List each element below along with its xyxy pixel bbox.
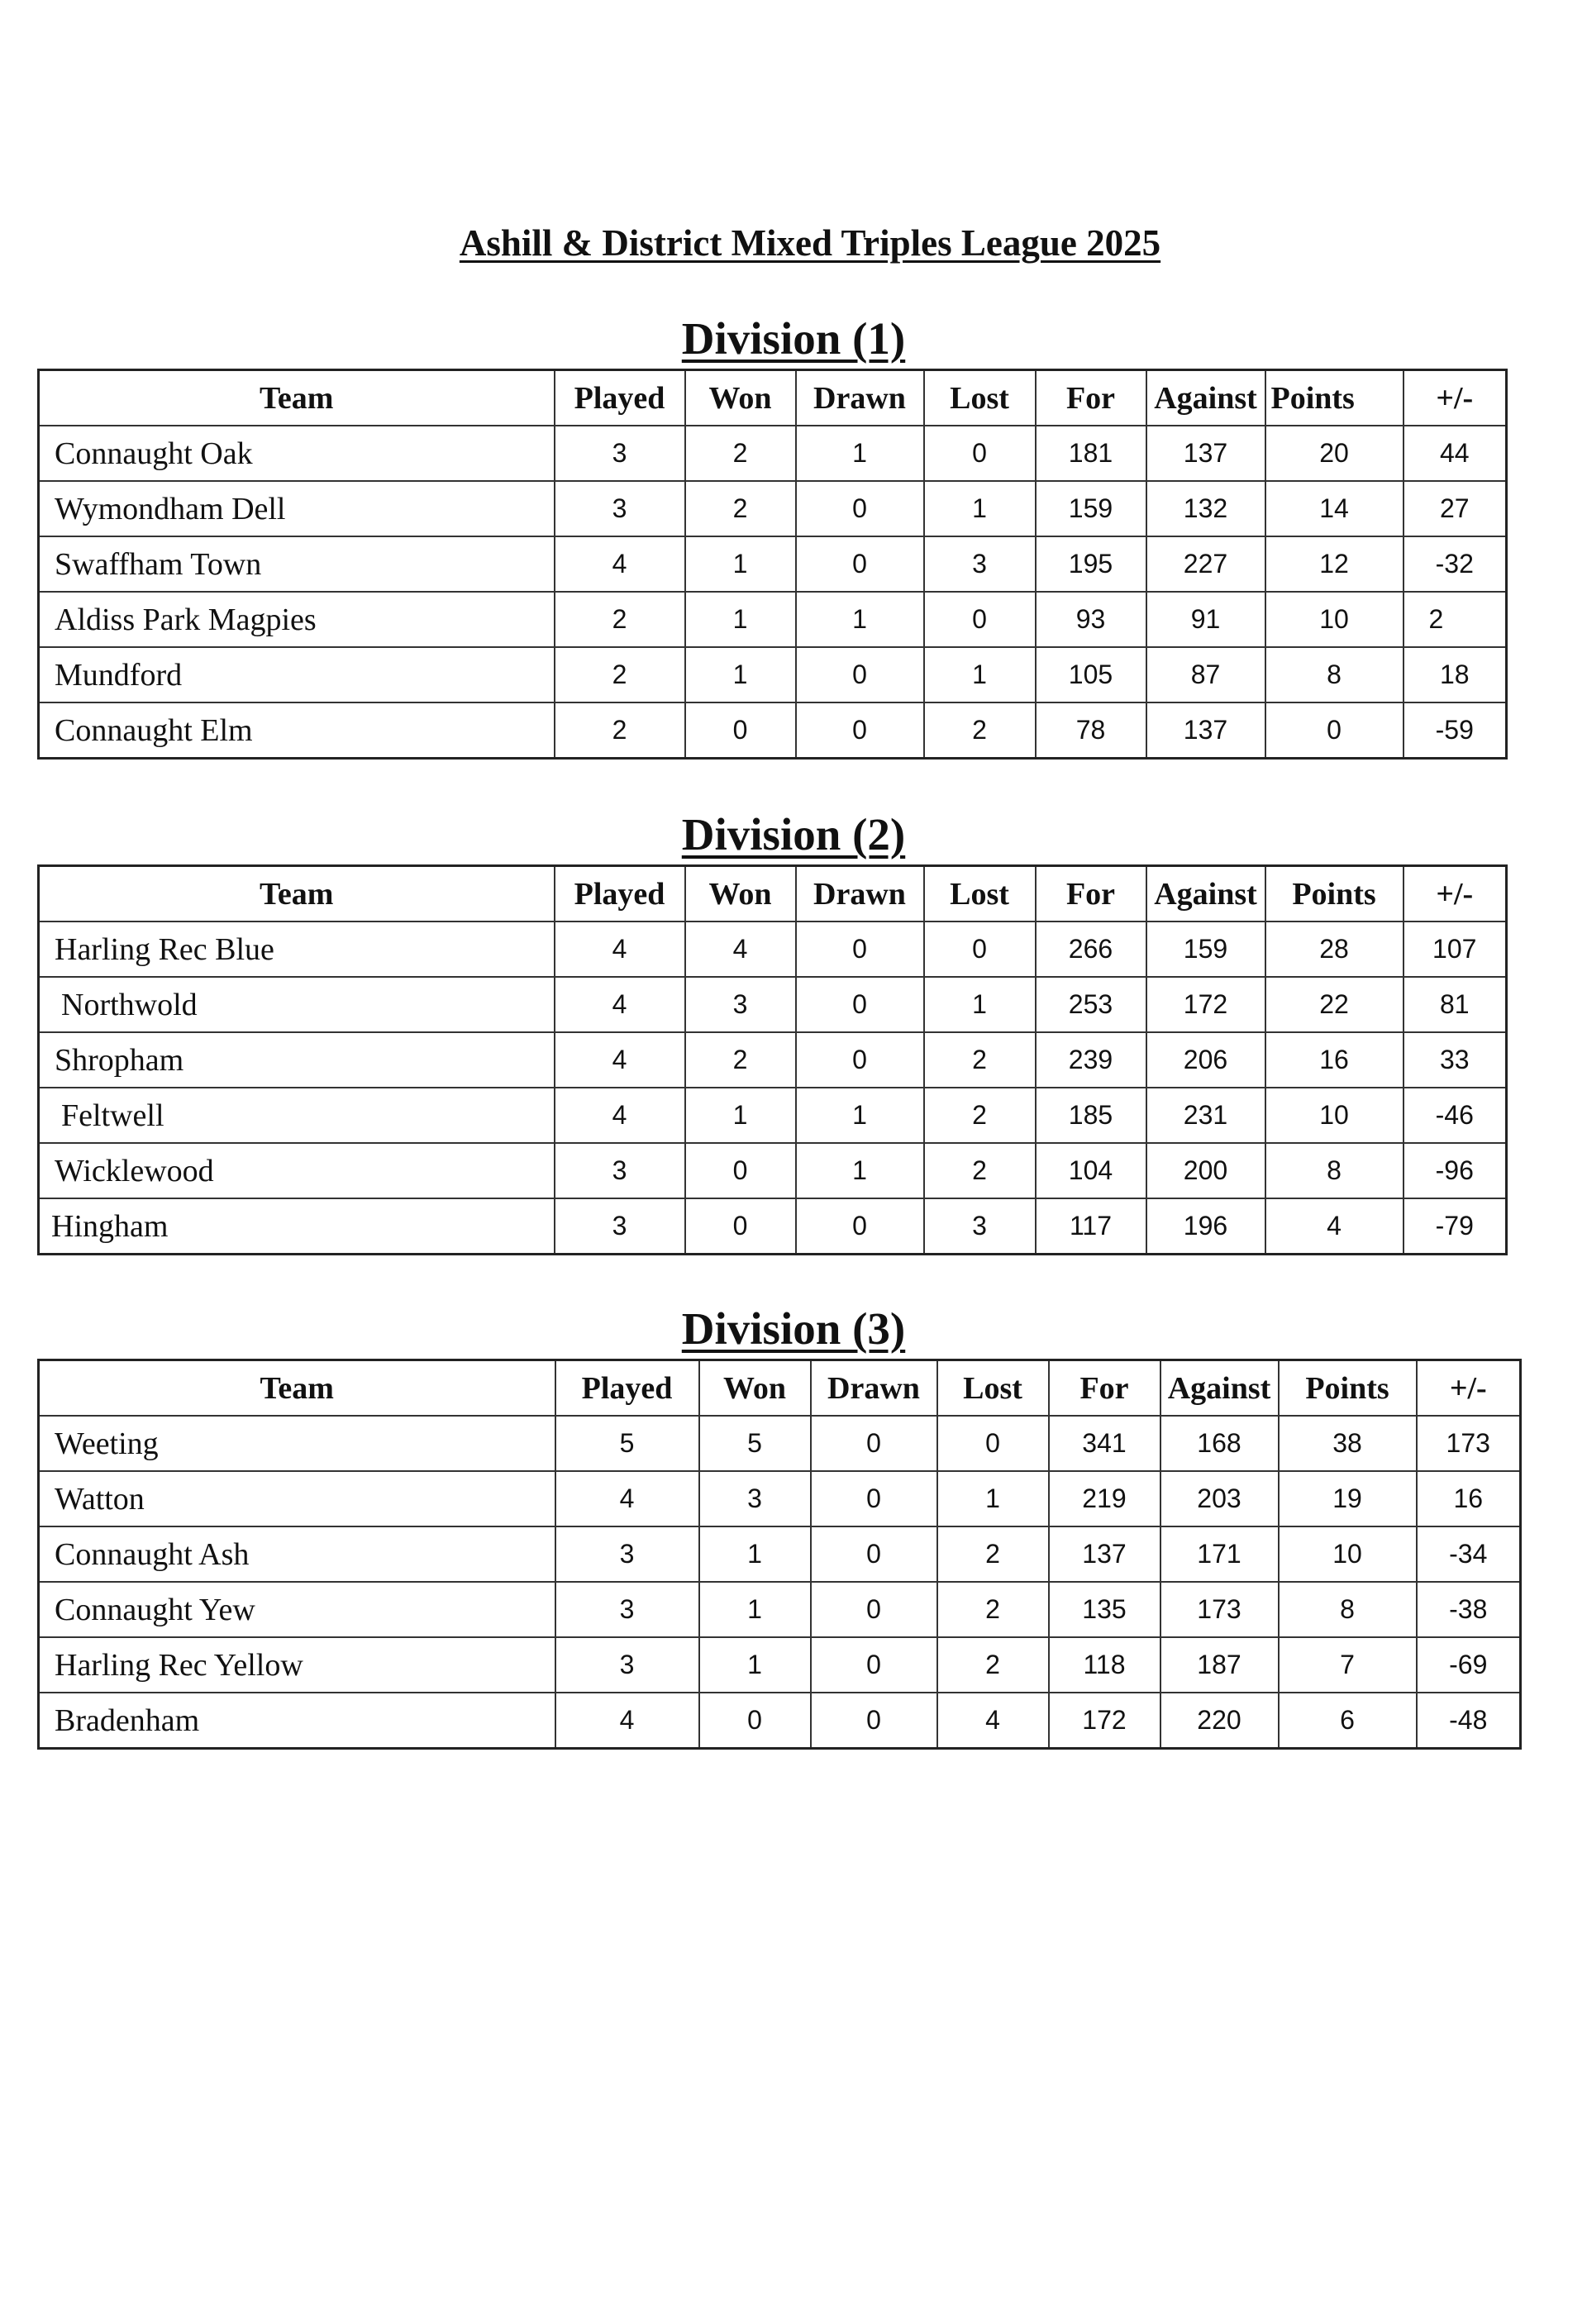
standings-table bbox=[37, 1359, 1522, 1750]
team-name: Weeting bbox=[39, 1416, 555, 1471]
against-cell: 87 bbox=[1146, 647, 1265, 702]
played-cell: 3 bbox=[555, 1198, 685, 1255]
won-cell: 0 bbox=[699, 1693, 811, 1749]
against-cell: 168 bbox=[1160, 1416, 1279, 1471]
table-row bbox=[39, 1582, 1521, 1637]
header-for: For bbox=[1049, 1360, 1160, 1417]
lost-cell: 0 bbox=[924, 426, 1036, 481]
diff-cell: -69 bbox=[1417, 1637, 1521, 1693]
won-cell: 1 bbox=[685, 647, 796, 702]
division-title: Division (1) bbox=[681, 313, 906, 364]
header-lost: Lost bbox=[937, 1360, 1049, 1417]
table-row bbox=[39, 1637, 1521, 1693]
drawn-cell: 0 bbox=[811, 1582, 937, 1637]
points-cell: 7 bbox=[1279, 1637, 1417, 1693]
table-row bbox=[39, 1198, 1507, 1255]
won-cell: 0 bbox=[685, 702, 796, 759]
played-cell: 3 bbox=[555, 1143, 685, 1198]
team-name: Wicklewood bbox=[39, 1143, 555, 1198]
drawn-cell: 1 bbox=[796, 592, 924, 647]
played-cell: 4 bbox=[555, 1471, 699, 1526]
played-cell: 2 bbox=[555, 702, 685, 759]
team-name: Aldiss Park Magpies bbox=[39, 592, 555, 647]
for-cell: 137 bbox=[1049, 1526, 1160, 1582]
standings-table bbox=[37, 369, 1508, 760]
drawn-cell: 0 bbox=[811, 1471, 937, 1526]
against-cell: 171 bbox=[1160, 1526, 1279, 1582]
for-cell: 219 bbox=[1049, 1471, 1160, 1526]
header-diff: +/- bbox=[1417, 1360, 1521, 1417]
against-cell: 172 bbox=[1146, 977, 1265, 1032]
drawn-cell: 0 bbox=[811, 1526, 937, 1582]
header-points: Points bbox=[1265, 370, 1404, 426]
for-cell: 185 bbox=[1036, 1088, 1146, 1143]
diff-cell: -59 bbox=[1404, 702, 1507, 759]
diff-cell: 16 bbox=[1417, 1471, 1521, 1526]
drawn-cell: 0 bbox=[796, 1198, 924, 1255]
header-for: For bbox=[1036, 370, 1146, 426]
won-cell: 3 bbox=[699, 1471, 811, 1526]
team-name: Wymondham Dell bbox=[39, 481, 555, 536]
team-name: Shropham bbox=[39, 1032, 555, 1088]
played-cell: 4 bbox=[555, 536, 685, 592]
points-cell: 16 bbox=[1265, 1032, 1404, 1088]
points-cell: 14 bbox=[1265, 481, 1404, 536]
drawn-cell: 0 bbox=[811, 1637, 937, 1693]
table-row bbox=[39, 592, 1507, 647]
won-cell: 1 bbox=[685, 592, 796, 647]
table-row bbox=[39, 922, 1507, 977]
header-played: Played bbox=[555, 1360, 699, 1417]
for-cell: 105 bbox=[1036, 647, 1146, 702]
played-cell: 4 bbox=[555, 922, 685, 977]
played-cell: 3 bbox=[555, 1526, 699, 1582]
header-diff: +/- bbox=[1404, 370, 1507, 426]
division-title: Division (3) bbox=[681, 1303, 906, 1354]
header-drawn: Drawn bbox=[796, 370, 924, 426]
drawn-cell: 0 bbox=[811, 1693, 937, 1749]
header-row bbox=[39, 866, 1507, 922]
won-cell: 1 bbox=[699, 1526, 811, 1582]
lost-cell: 0 bbox=[937, 1416, 1049, 1471]
for-cell: 239 bbox=[1036, 1032, 1146, 1088]
header-row bbox=[39, 1360, 1521, 1417]
header-against: Against bbox=[1146, 370, 1265, 426]
won-cell: 2 bbox=[685, 481, 796, 536]
header-team: Team bbox=[39, 1360, 555, 1417]
header-diff: +/- bbox=[1404, 866, 1507, 922]
played-cell: 3 bbox=[555, 426, 685, 481]
team-name: Swaffham Town bbox=[39, 536, 555, 592]
points-cell: 0 bbox=[1265, 702, 1404, 759]
team-name: Harling Rec Yellow bbox=[39, 1637, 555, 1693]
diff-cell: 107 bbox=[1404, 922, 1507, 977]
header-against: Against bbox=[1160, 1360, 1279, 1417]
won-cell: 5 bbox=[699, 1416, 811, 1471]
played-cell: 2 bbox=[555, 592, 685, 647]
against-cell: 137 bbox=[1146, 426, 1265, 481]
against-cell: 173 bbox=[1160, 1582, 1279, 1637]
team-name: Watton bbox=[39, 1471, 555, 1526]
for-cell: 172 bbox=[1049, 1693, 1160, 1749]
won-cell: 2 bbox=[685, 426, 796, 481]
diff-cell: 2 bbox=[1404, 592, 1507, 647]
header-drawn: Drawn bbox=[811, 1360, 937, 1417]
diff-cell: -34 bbox=[1417, 1526, 1521, 1582]
against-cell: 196 bbox=[1146, 1198, 1265, 1255]
against-cell: 206 bbox=[1146, 1032, 1265, 1088]
team-name: Bradenham bbox=[39, 1693, 555, 1749]
header-team: Team bbox=[39, 370, 555, 426]
points-cell: 8 bbox=[1265, 1143, 1404, 1198]
header-lost: Lost bbox=[924, 866, 1036, 922]
points-cell: 4 bbox=[1265, 1198, 1404, 1255]
lost-cell: 1 bbox=[937, 1471, 1049, 1526]
played-cell: 4 bbox=[555, 1693, 699, 1749]
header-played: Played bbox=[555, 370, 685, 426]
standings-table bbox=[37, 864, 1508, 1255]
points-cell: 6 bbox=[1279, 1693, 1417, 1749]
diff-cell: 27 bbox=[1404, 481, 1507, 536]
header-lost: Lost bbox=[924, 370, 1036, 426]
played-cell: 3 bbox=[555, 481, 685, 536]
for-cell: 78 bbox=[1036, 702, 1146, 759]
lost-cell: 2 bbox=[937, 1637, 1049, 1693]
played-cell: 3 bbox=[555, 1637, 699, 1693]
drawn-cell: 1 bbox=[796, 1143, 924, 1198]
table-row bbox=[39, 1143, 1507, 1198]
against-cell: 91 bbox=[1146, 592, 1265, 647]
for-cell: 181 bbox=[1036, 426, 1146, 481]
lost-cell: 0 bbox=[924, 922, 1036, 977]
drawn-cell: 1 bbox=[796, 426, 924, 481]
lost-cell: 1 bbox=[924, 481, 1036, 536]
played-cell: 2 bbox=[555, 647, 685, 702]
table-row bbox=[39, 647, 1507, 702]
points-cell: 10 bbox=[1265, 592, 1404, 647]
won-cell: 0 bbox=[685, 1143, 796, 1198]
points-cell: 10 bbox=[1279, 1526, 1417, 1582]
diff-cell: 81 bbox=[1404, 977, 1507, 1032]
diff-cell: 18 bbox=[1404, 647, 1507, 702]
points-cell: 28 bbox=[1265, 922, 1404, 977]
team-name: Northwold bbox=[39, 977, 555, 1032]
diff-cell: 44 bbox=[1404, 426, 1507, 481]
points-cell: 38 bbox=[1279, 1416, 1417, 1471]
table-row bbox=[39, 536, 1507, 592]
drawn-cell: 0 bbox=[796, 702, 924, 759]
points-cell: 22 bbox=[1265, 977, 1404, 1032]
drawn-cell: 0 bbox=[796, 536, 924, 592]
played-cell: 4 bbox=[555, 1032, 685, 1088]
won-cell: 2 bbox=[685, 1032, 796, 1088]
header-points: Points bbox=[1265, 866, 1404, 922]
team-name: Connaught Oak bbox=[39, 426, 555, 481]
drawn-cell: 0 bbox=[796, 977, 924, 1032]
points-cell: 8 bbox=[1279, 1582, 1417, 1637]
against-cell: 227 bbox=[1146, 536, 1265, 592]
team-name: Harling Rec Blue bbox=[39, 922, 555, 977]
for-cell: 159 bbox=[1036, 481, 1146, 536]
header-won: Won bbox=[685, 370, 796, 426]
won-cell: 4 bbox=[685, 922, 796, 977]
won-cell: 1 bbox=[699, 1582, 811, 1637]
against-cell: 200 bbox=[1146, 1143, 1265, 1198]
table-row bbox=[39, 1471, 1521, 1526]
table-row bbox=[39, 702, 1507, 759]
for-cell: 195 bbox=[1036, 536, 1146, 592]
table-row bbox=[39, 481, 1507, 536]
drawn-cell: 0 bbox=[796, 481, 924, 536]
for-cell: 117 bbox=[1036, 1198, 1146, 1255]
points-cell: 12 bbox=[1265, 536, 1404, 592]
drawn-cell: 0 bbox=[796, 647, 924, 702]
diff-cell: 33 bbox=[1404, 1032, 1507, 1088]
team-name: Connaught Ash bbox=[39, 1526, 555, 1582]
header-played: Played bbox=[555, 866, 685, 922]
lost-cell: 2 bbox=[924, 1143, 1036, 1198]
won-cell: 1 bbox=[699, 1637, 811, 1693]
lost-cell: 2 bbox=[924, 702, 1036, 759]
points-cell: 19 bbox=[1279, 1471, 1417, 1526]
division-title: Division (2) bbox=[681, 809, 906, 860]
diff-cell: -38 bbox=[1417, 1582, 1521, 1637]
drawn-cell: 1 bbox=[796, 1088, 924, 1143]
header-drawn: Drawn bbox=[796, 866, 924, 922]
points-cell: 8 bbox=[1265, 647, 1404, 702]
diff-cell: -32 bbox=[1404, 536, 1507, 592]
won-cell: 1 bbox=[685, 536, 796, 592]
team-name: Mundford bbox=[39, 647, 555, 702]
played-cell: 4 bbox=[555, 1088, 685, 1143]
for-cell: 253 bbox=[1036, 977, 1146, 1032]
diff-cell: -79 bbox=[1404, 1198, 1507, 1255]
table-row bbox=[39, 1416, 1521, 1471]
lost-cell: 3 bbox=[924, 1198, 1036, 1255]
table-row bbox=[39, 1526, 1521, 1582]
for-cell: 93 bbox=[1036, 592, 1146, 647]
lost-cell: 2 bbox=[924, 1088, 1036, 1143]
table-row bbox=[39, 1693, 1521, 1749]
won-cell: 0 bbox=[685, 1198, 796, 1255]
against-cell: 187 bbox=[1160, 1637, 1279, 1693]
against-cell: 137 bbox=[1146, 702, 1265, 759]
diff-cell: 173 bbox=[1417, 1416, 1521, 1471]
played-cell: 3 bbox=[555, 1582, 699, 1637]
against-cell: 159 bbox=[1146, 922, 1265, 977]
lost-cell: 2 bbox=[924, 1032, 1036, 1088]
team-name: Feltwell bbox=[39, 1088, 555, 1143]
for-cell: 104 bbox=[1036, 1143, 1146, 1198]
points-cell: 10 bbox=[1265, 1088, 1404, 1143]
played-cell: 4 bbox=[555, 977, 685, 1032]
against-cell: 132 bbox=[1146, 481, 1265, 536]
for-cell: 135 bbox=[1049, 1582, 1160, 1637]
played-cell: 5 bbox=[555, 1416, 699, 1471]
lost-cell: 2 bbox=[937, 1526, 1049, 1582]
won-cell: 1 bbox=[685, 1088, 796, 1143]
team-name: Connaught Yew bbox=[39, 1582, 555, 1637]
against-cell: 231 bbox=[1146, 1088, 1265, 1143]
table-row bbox=[39, 977, 1507, 1032]
header-against: Against bbox=[1146, 866, 1265, 922]
header-points: Points bbox=[1279, 1360, 1417, 1417]
points-cell: 20 bbox=[1265, 426, 1404, 481]
diff-cell: -46 bbox=[1404, 1088, 1507, 1143]
lost-cell: 4 bbox=[937, 1693, 1049, 1749]
header-team: Team bbox=[39, 866, 555, 922]
table-row bbox=[39, 1088, 1507, 1143]
lost-cell: 0 bbox=[924, 592, 1036, 647]
for-cell: 266 bbox=[1036, 922, 1146, 977]
lost-cell: 1 bbox=[924, 647, 1036, 702]
won-cell: 3 bbox=[685, 977, 796, 1032]
for-cell: 341 bbox=[1049, 1416, 1160, 1471]
diff-cell: -48 bbox=[1417, 1693, 1521, 1749]
drawn-cell: 0 bbox=[811, 1416, 937, 1471]
table-row bbox=[39, 1032, 1507, 1088]
drawn-cell: 0 bbox=[796, 922, 924, 977]
team-name: Connaught Elm bbox=[39, 702, 555, 759]
against-cell: 220 bbox=[1160, 1693, 1279, 1749]
diff-cell: -96 bbox=[1404, 1143, 1507, 1198]
drawn-cell: 0 bbox=[796, 1032, 924, 1088]
document-title: Ashill & District Mixed Triples League 2025 bbox=[459, 222, 1161, 264]
lost-cell: 1 bbox=[924, 977, 1036, 1032]
header-won: Won bbox=[699, 1360, 811, 1417]
lost-cell: 3 bbox=[924, 536, 1036, 592]
table-row bbox=[39, 426, 1507, 481]
lost-cell: 2 bbox=[937, 1582, 1049, 1637]
header-won: Won bbox=[685, 866, 796, 922]
header-for: For bbox=[1036, 866, 1146, 922]
against-cell: 203 bbox=[1160, 1471, 1279, 1526]
header-row bbox=[39, 370, 1507, 426]
team-name: Hingham bbox=[39, 1198, 555, 1255]
for-cell: 118 bbox=[1049, 1637, 1160, 1693]
